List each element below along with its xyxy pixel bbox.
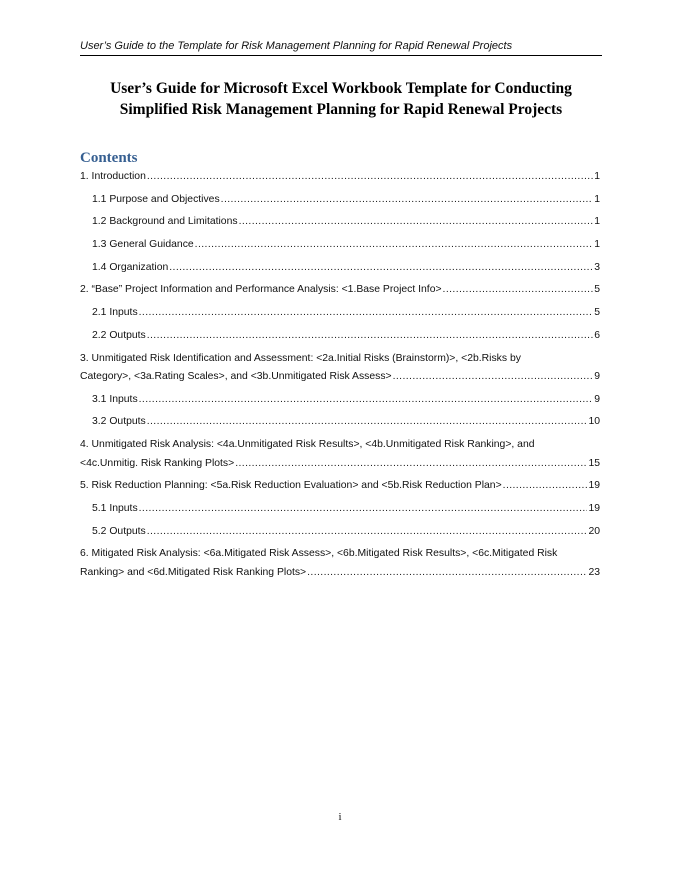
toc-dot-leader (147, 327, 593, 346)
toc-dot-leader (393, 368, 594, 387)
toc-page-number: 9 (594, 393, 600, 405)
toc-page-number: 15 (588, 457, 600, 469)
toc-dot-leader (307, 564, 587, 583)
toc-entry-line (92, 413, 600, 432)
document-title (80, 78, 602, 120)
toc-entry-title: 1.4 Organization (92, 261, 169, 273)
toc-entry-line (92, 191, 600, 210)
toc-page-number: 19 (588, 480, 600, 492)
toc-entry-text-line: 4. Unmitigated Risk Analysis: <4a.Unmitigated Risk Results>, <4b.Unmitigated Risk Ranking>, and (80, 439, 535, 451)
toc-entry[interactable] (80, 236, 600, 259)
toc-page-number: 1 (594, 216, 600, 228)
toc-entry[interactable] (80, 259, 600, 282)
toc-entry-line (80, 477, 600, 496)
toc-entry-title: 2.1 Inputs (92, 307, 138, 319)
toc-page-number: 3 (594, 261, 600, 273)
toc-entry-title: 1. Introduction (80, 171, 146, 182)
toc-entry-title: 1.2 Background and Limitations (92, 216, 238, 228)
toc-entry[interactable] (80, 523, 600, 546)
toc-page-number: 10 (588, 416, 600, 428)
toc-page-number: 9 (594, 371, 600, 382)
toc-entry-line (92, 304, 600, 323)
toc-entry-line (92, 523, 600, 542)
toc-entry-title: 5.2 Outputs (92, 525, 146, 537)
toc-entry[interactable] (80, 391, 600, 414)
toc-entry-title: 3.2 Outputs (92, 416, 146, 428)
toc-dot-leader (147, 523, 588, 542)
running-header: User’s Guide to the Template for Risk Management Planning for Rapid Renewal Projects (80, 40, 513, 52)
toc-entry-line (92, 213, 600, 232)
toc-entry-line (92, 391, 600, 410)
toc-dot-leader (139, 304, 594, 323)
toc-entry-line (80, 455, 600, 474)
toc-entry-title: <4c.Unmitig. Risk Ranking Plots> (80, 457, 235, 469)
toc-entry[interactable] (80, 545, 600, 586)
toc-dot-leader (221, 191, 594, 210)
toc-entry-line (92, 327, 600, 346)
document-title-line-2: Simplified Risk Management Planning for Rapid Renewal Projects (119, 101, 563, 118)
toc-entry-title: 2.2 Outputs (92, 329, 146, 341)
toc-page-number: 6 (594, 329, 600, 341)
header-rule (80, 55, 602, 56)
toc-dot-leader (139, 500, 588, 519)
toc-dot-leader (443, 281, 594, 300)
toc-dot-leader (139, 391, 594, 410)
toc-entry-title: Category>, <3a.Rating Scales>, and <3b.Unmitigated Risk Assess> (80, 371, 392, 382)
document-title-line-1: User’s Guide for Microsoft Excel Workbook Template for Conducting (110, 80, 572, 97)
toc-entry[interactable] (80, 413, 600, 436)
toc-dot-leader (235, 455, 587, 474)
toc-entry-title: Ranking> and <6d.Mitigated Risk Ranking Plots> (80, 566, 307, 578)
toc-entry[interactable] (80, 477, 600, 500)
toc-entry-title: 1.1 Purpose and Objectives (92, 193, 220, 205)
toc-entry-title: 3.1 Inputs (92, 393, 138, 405)
toc-dot-leader (195, 236, 594, 255)
toc-entry[interactable] (80, 168, 600, 191)
toc-entry-line (92, 236, 600, 255)
toc-page-number: 19 (588, 502, 600, 514)
toc-entry-line (80, 281, 600, 300)
toc-entry[interactable] (80, 500, 600, 523)
toc-entry[interactable] (80, 436, 600, 477)
toc-dot-leader (147, 413, 588, 432)
toc-entry-line (80, 564, 600, 583)
toc-entry[interactable] (80, 327, 600, 350)
toc-dot-leader (147, 168, 593, 187)
toc-entry[interactable] (80, 281, 600, 304)
toc-dot-leader (503, 477, 588, 496)
toc-dot-leader (169, 259, 593, 278)
toc-page-number: 1 (594, 171, 600, 182)
toc-entry-text-line: 3. Unmitigated Risk Identification and Assessment: <2a.Initial Risks (Brainstorm)>, <2b.Risks by (80, 352, 521, 364)
toc-entry[interactable] (80, 191, 600, 214)
toc-page-number: 1 (594, 239, 600, 251)
toc-entry[interactable] (80, 350, 600, 391)
toc-dot-leader (239, 213, 594, 232)
table-of-contents (80, 168, 600, 587)
toc-page-number: 23 (588, 566, 600, 578)
toc-entry-line (80, 368, 600, 387)
toc-entry-title: 1.3 General Guidance (92, 239, 194, 251)
toc-page-number: 20 (588, 525, 600, 537)
toc-entry-line (92, 259, 600, 278)
page-number: i (338, 811, 342, 823)
toc-entry-line (80, 168, 600, 187)
toc-entry-text-line: 6. Mitigated Risk Analysis: <6a.Mitigated Risk Assess>, <6b.Mitigated Risk Results>, <6c.Mitigated Risk (80, 548, 558, 560)
toc-entry-title: 5. Risk Reduction Planning: <5a.Risk Reduction Evaluation> and <5b.Risk Reduction Plan> (80, 480, 502, 492)
toc-page-number: 1 (594, 193, 600, 205)
toc-entry[interactable] (80, 213, 600, 236)
contents-heading: Contents (80, 150, 138, 166)
toc-entry-title: 5.1 Inputs (92, 502, 138, 514)
toc-page-number: 5 (594, 307, 600, 319)
toc-page-number: 5 (594, 284, 600, 296)
toc-entry[interactable] (80, 304, 600, 327)
toc-entry-line (92, 500, 600, 519)
toc-entry-title: 2. “Base” Project Information and Performance Analysis: <1.Base Project Info> (80, 284, 442, 296)
